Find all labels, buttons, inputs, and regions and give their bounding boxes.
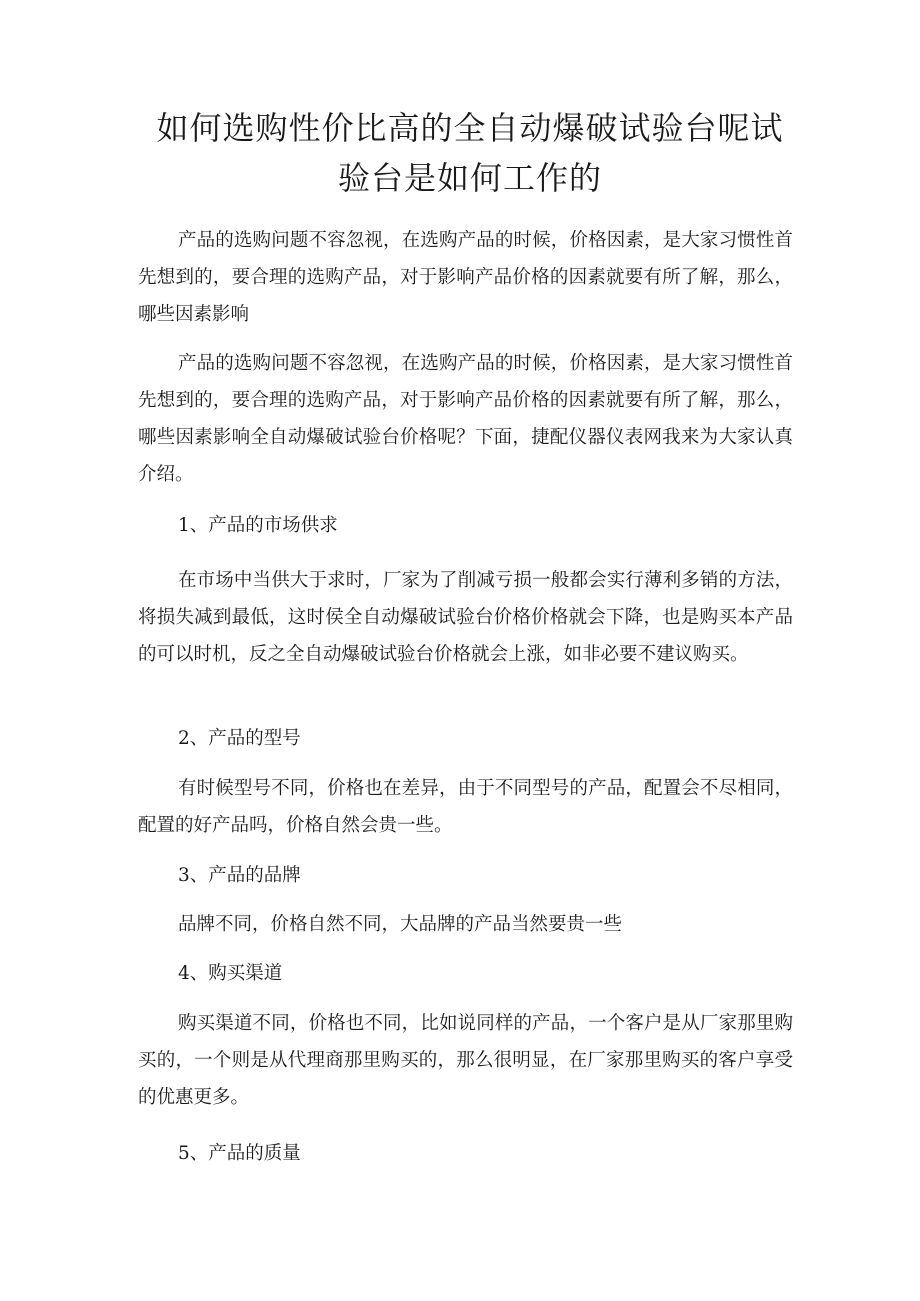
- title-line-1: 如何选购性价比高的全自动爆破试验台呢试: [156, 109, 784, 147]
- section-heading-4: 4、购买渠道: [178, 963, 283, 984]
- paragraph-market-supply: 在市场中当供大于求时，厂家为了削减亏损一般都会实行薄利多销的方法，将损失减到最低，这时侯全自动爆破试验台价格价格就会下降，也是购买本产品的可以时机，反之全自动爆破试验台价格就会上涨，如非必要不建议购买。: [138, 570, 793, 665]
- section-heading-1: 1、产品的市场供求: [178, 515, 338, 536]
- title-line-2: 验台是如何工作的: [337, 159, 602, 197]
- section-heading-3: 3、产品的品牌: [178, 865, 301, 886]
- paragraph-brand: 品牌不同，价格自然不同，大品牌的产品当然要贵一些: [178, 914, 623, 935]
- section-heading-2: 2、产品的型号: [178, 728, 301, 749]
- section-heading-5: 5、产品的质量: [178, 1143, 301, 1164]
- document-title: [120, 103, 820, 203]
- paragraph-intro-short: 产品的选购问题不容忽视，在选购产品的时候，价格因素，是大家习惯性首先想到的，要合理的选购产品，对于影响产品价格的因素就要有所了解，那么，哪些因素影响: [138, 230, 793, 325]
- paragraph-intro-full: 产品的选购问题不容忽视，在选购产品的时候，价格因素，是大家习惯性首先想到的，要合理的选购产品，对于影响产品价格的因素就要有所了解，那么，哪些因素影响全自动爆破试验台价格呢？下面，捷配仪器仪表网我来为大家认真介绍。: [138, 353, 793, 485]
- paragraph-channel: 购买渠道不同，价格也不同，比如说同样的产品，一个客户是从厂家那里购买的，一个则是从代理商那里购买的，那么很明显，在厂家那里购买的客户享受的优惠更多。: [138, 1013, 793, 1108]
- paragraph-model: 有时候型号不同，价格也在差异，由于不同型号的产品，配置会不尽相同，配置的好产品吗，价格自然会贵一些。: [138, 778, 793, 836]
